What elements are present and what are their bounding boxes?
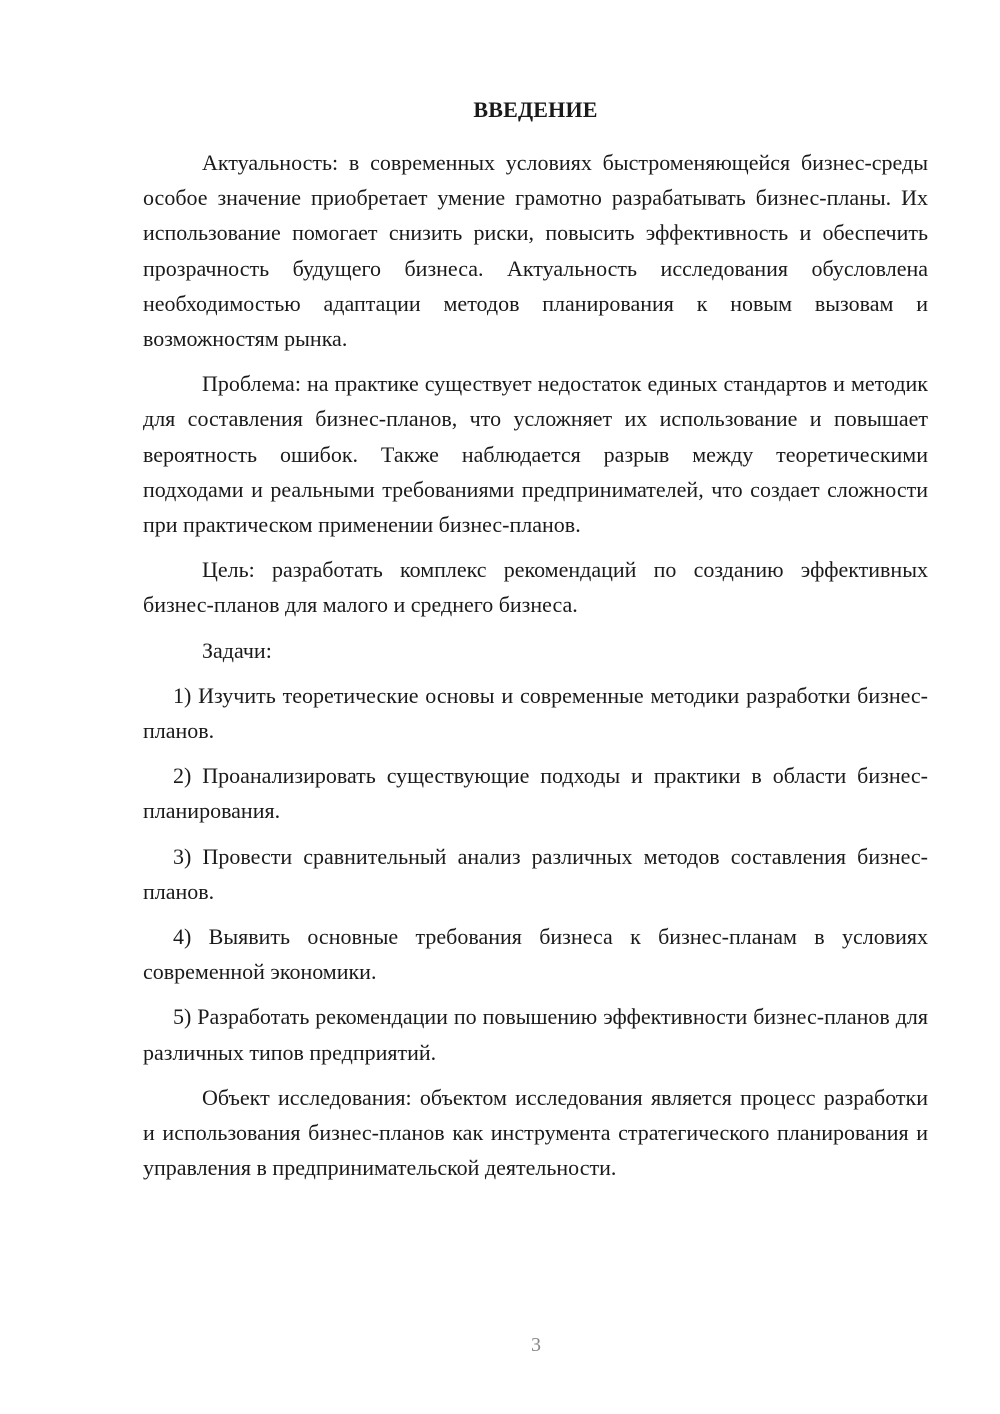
task-item-4: 4) Выявить основные требования бизнеса к бизнес-планам в условиях современной экономики. <box>143 924 928 985</box>
task-item-2: 2) Проанализировать существующие подходы и практики в области бизнес-планирования. <box>143 763 928 824</box>
paragraph-relevance: Актуальность: в современных условиях быстроменяющейся бизнес-среды особое значение приобретает умение грамотно разрабатывать бизнес-планы. Их использование помогает снизить риски, повысить эффективность и обеспечить прозрачность будущего бизнеса. Актуальность исследования обусловлена необходимостью адаптации методов планирования к новым вызовам и возможностям рынка. <box>143 150 928 352</box>
task-item-1: 1) Изучить теоретические основы и современные методики разработки бизнес-планов. <box>143 682 928 744</box>
paragraph-problem: Проблема: на практике существует недостаток единых стандартов и методик для составления бизнес-планов, что усложняет их использование и повышает вероятность ошибок. Также наблюдается разрыв между теоретическими подходами и реальными требованиями предпринимателей, что создает сложности при практическом применении бизнес-планов. <box>143 371 928 538</box>
paragraph-object: Объект исследования: объектом исследования является процесс разработки и использования бизнес-планов как инструмента стратегического планирования и управления в предпринимательской деятельности. <box>143 1084 928 1181</box>
page-title: ВВЕДЕНИЕ <box>473 97 598 122</box>
tasks-list <box>143 678 928 1070</box>
paragraph-goal: Цель: разработать комплекс рекомендаций по созданию эффективных бизнес-планов для малого и среднего бизнеса. <box>143 557 928 618</box>
tasks-heading: Задачи: <box>202 637 272 663</box>
task-item-3: 3) Провести сравнительный анализ различных методов составления бизнес-планов. <box>143 843 928 904</box>
task-item-5: 5) Разработать рекомендации по повышению эффективности бизнес-планов для различных типов предприятий. <box>143 1004 928 1065</box>
document-page <box>143 92 928 1195</box>
page-number: 3 <box>531 1334 541 1356</box>
